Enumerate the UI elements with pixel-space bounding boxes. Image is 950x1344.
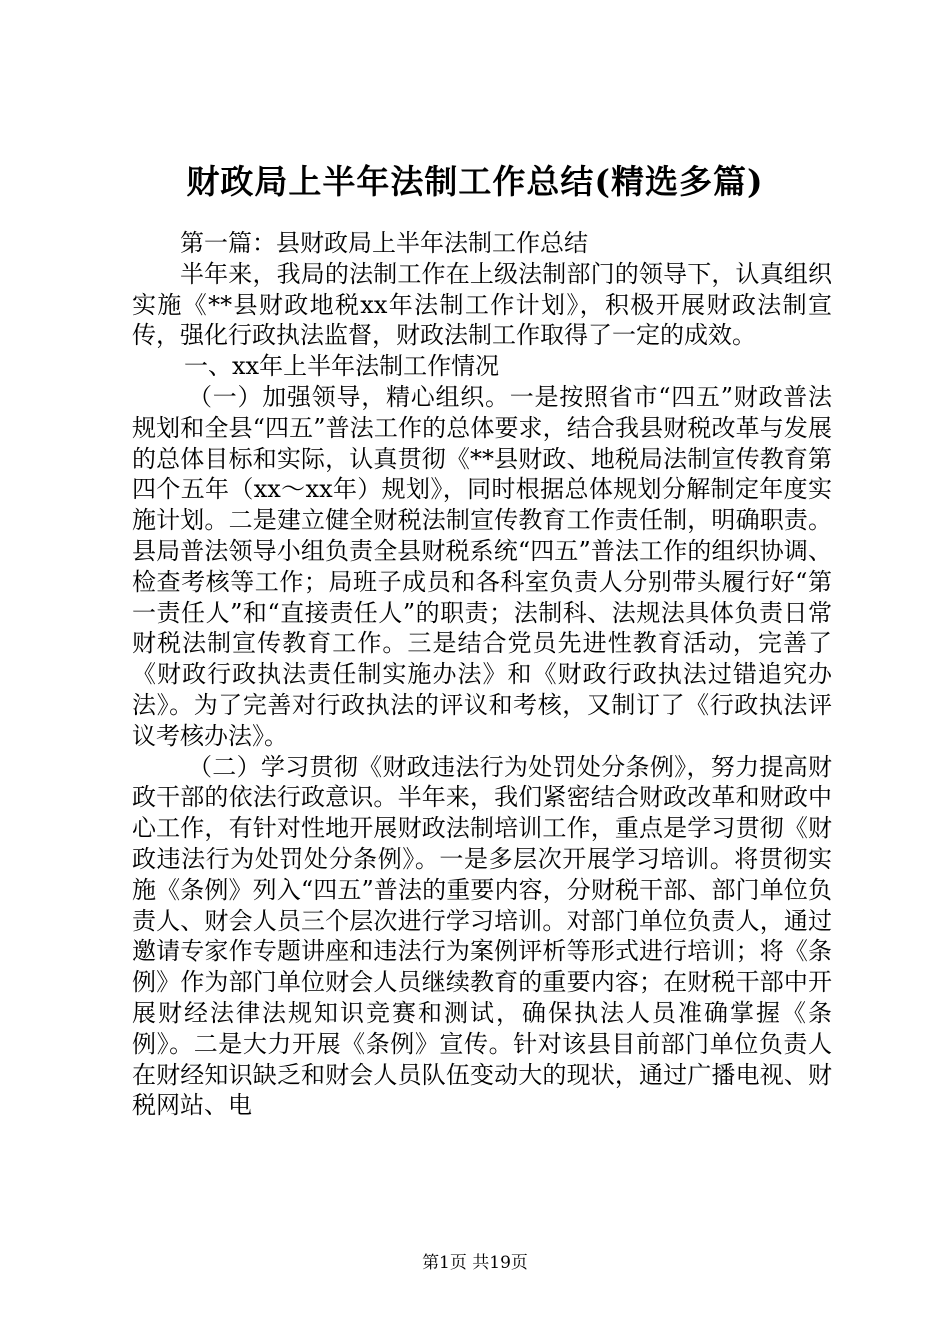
section-heading: 第一篇：县财政局上半年法制工作总结 bbox=[180, 229, 588, 257]
body-paragraph: （二）学习贯彻《财政违法行为处罚处分条例》，努力提高财政干部的依法行政意识。半年来，我们紧密结合财政改革和财政中心工作，有针对性地开展财政法制培训工作，重点是学习贯彻《财政违法行为处罚处分条例》。一是多层次开展学习培训。将贯彻实施《条例》列入“四五”普法的重要内容，分财税干部、部门单位负责人、财会人员三个层次进行学习培训。对部门单位负责人，通过邀请专家作专题讲座和违法行为案例评析等形式进行培训；将《条例》作为部门单位财会人员继续教育的重要内容；在财税干部中开展财经法律法规知识竞赛和测试，确保执法人员准确掌握《条例》。二是大力开展《条例》宣传。针对该县目前部门单位负责人在财经知识缺乏和财会人员队伍变动大的现状，通过广播电视、财税网站、电 bbox=[132, 752, 832, 1120]
body-paragraph: 半年来，我局的法制工作在上级法制部门的领导下，认真组织实施《**县财政地税xx年法制工作计划》，积极开展财政法制宣传，强化行政执法监督，财政法制工作取得了一定的成效。 bbox=[132, 259, 832, 350]
body-paragraph: （一）加强领导，精心组织。一是按照省市“四五”财政普法规划和全县“四五”普法工作的总体要求，结合我县财税改革与发展的总体目标和实际，认真贯彻《**县财政、地税局法制宣传教育第四个五年（xx～xx年）规划》，同时根据总体规划分解制定年度实施计划。二是建立健全财税法制宣传教育工作责任制，明确职责。县局普法领导小组负责全县财税系统“四五”普法工作的组织协调、检查考核等工作；局班子成员和各科室负责人分别带头履行好“第一责任人”和“直接责任人”的职责；法制科、法规法具体负责日常财税法制宣传教育工作。三是结合党员先进性教育活动，完善了《财政行政执法责任制实施办法》和《财政行政执法过错追究办法》。为了完善对行政执法的评议和考核，又制订了《行政执法评议考核办法》。 bbox=[132, 382, 832, 750]
page-number: 第1页 共19页 bbox=[422, 1253, 528, 1273]
document-title: 财政局上半年法制工作总结(精选多篇) bbox=[186, 162, 764, 201]
document-body bbox=[132, 228, 832, 1121]
section-heading: 一、xx年上半年法制工作情况 bbox=[184, 352, 500, 381]
